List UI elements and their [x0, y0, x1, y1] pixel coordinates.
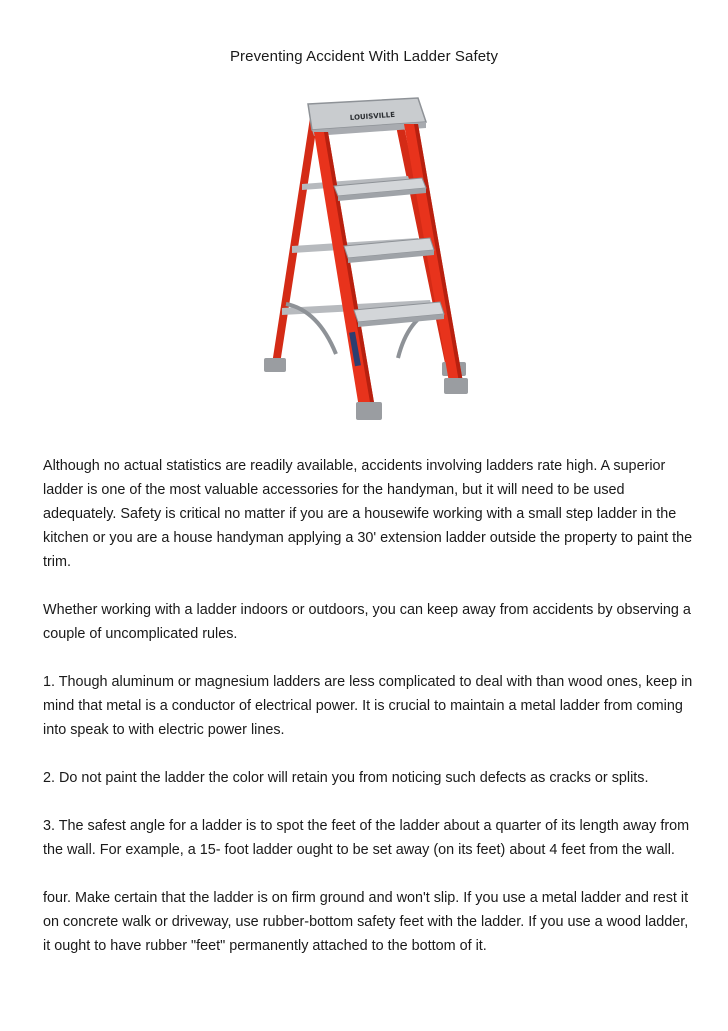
paragraph-rule-1: 1. Though aluminum or magnesium ladders are less complicated to deal with than wood ones, keep in mind that metal is a conductor of electrical power. It is crucial to maintain a metal ladder from coming into speak to with electric power lines. — [43, 674, 693, 738]
rear-rail-left — [272, 118, 318, 364]
brand-label: LOUISVILLE — [349, 110, 396, 122]
page-title: Preventing Accident With Ladder Safety — [229, 48, 499, 65]
article-body — [43, 454, 693, 982]
front-foot-left — [356, 402, 382, 420]
paragraph-rule-2: 2. Do not paint the ladder the color will retain you from noticing such defects as cracks or splits. — [43, 770, 649, 786]
paragraph-rule-3: 3. The safest angle for a ladder is to spot the feet of the ladder about a quarter of its length away from the wall. For example, a 15- foot ladder ought to be set away (on its feet) about 4 feet from the wall. — [43, 818, 690, 858]
stepladder-photo-icon — [258, 96, 472, 426]
ladder-image — [258, 96, 472, 426]
front-foot-right — [444, 378, 468, 394]
paragraph-intro: Although no actual statistics are readily available, accidents involving ladders rate high. A superior ladder is one of the most valuable accessories for the handyman, but it will need to be used adequately. Safety is critical no matter if you are a housewife working with a small step ladder in the kitchen or you are a house handyman applying a 30' extension ladder outside the property to paint the trim. — [43, 458, 693, 570]
paragraph-rule-4: four. Make certain that the ladder is on firm ground and won't slip. If you use a metal ladder and rest it on concrete walk or driveway, use rubber-bottom safety feet with the ladder. If you use a wood ladder, it ought to have rubber "feet" permanently attached to the bottom of it. — [43, 890, 689, 954]
front-rail-left-shade — [324, 132, 376, 414]
rear-foot-left — [264, 358, 286, 372]
paragraph-rules-intro: Whether working with a ladder indoors or outdoors, you can keep away from accidents by observing a couple of uncomplicated rules. — [43, 602, 691, 642]
